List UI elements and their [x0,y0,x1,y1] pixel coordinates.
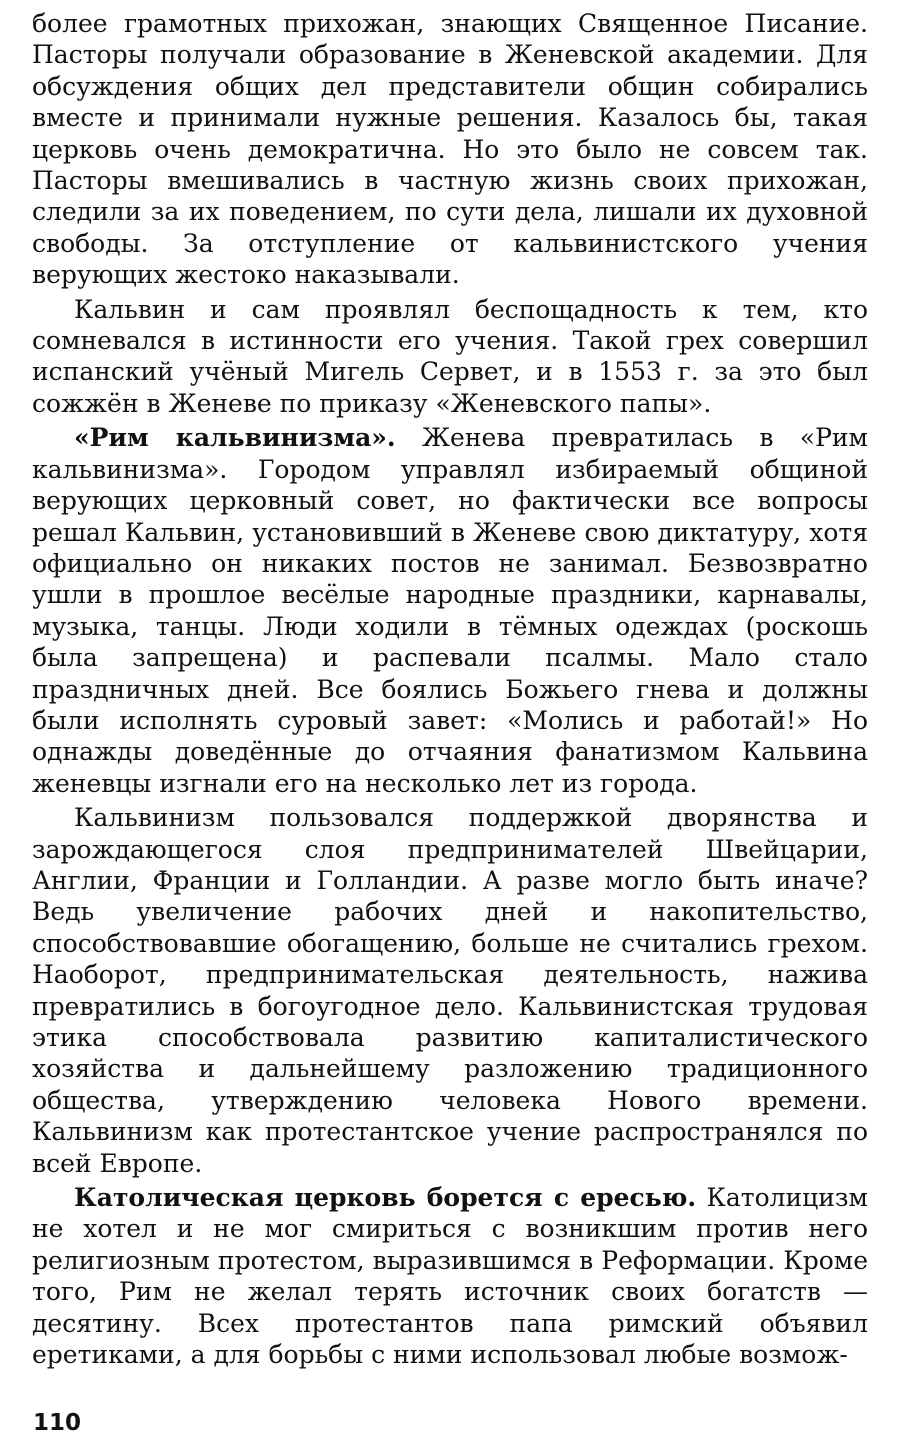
paragraph-4 [32,802,868,1179]
page-number: 110 [33,1410,82,1436]
paragraph-4-text: Кальвинизм пользовался поддержкой дворянства и зарождающегося слоя предпринимателей Швейцарии, Англии, Франции и Голландии. А разве могло быть иначе? Ведь увеличение рабочих дней и накопительство, способствовавшие обогащению, больше не считались грехом. Наоборот, предпринимательская деятельность, нажива превратились в богоугодное дело. Кальвинистская трудовая этика способствовала развитию капиталистического хозяйства и дальнейшему разложению традиционного общества, утверждению человека Нового времени. Кальвинизм как протестантское учение распространялся по всей Европе. [32,803,868,1178]
paragraph-3 [32,422,868,799]
page-text [32,8,868,1373]
section-heading-rome-calvinism: «Рим кальвинизма». [74,423,396,453]
paragraph-1-text: более грамотных прихожан, знающих Священное Писание. Пасторы получали образование в Женевской академии. Для обсуждения общих дел представители общин собирались вместе и принимали нужные решения. Казалось бы, такая церковь очень демократична. Но это было не совсем так. Пасторы вмешивались в частную жизнь своих прихожан, следили за их поведением, по сути дела, лишали их духовной свободы. За отступление от кальвинистского учения верующих жестоко наказывали. [32,9,868,290]
paragraph-1 [32,8,868,291]
paragraph-5 [32,1182,868,1370]
paragraph-5-text: Католицизм не хотел и не мог смириться с возникшим против него религиозным протестом, выразившимся в Реформации. Кроме того, Рим не желал терять источник своих богатств — десятину. Всех протестантов папа римский объявил еретиками, а для борьбы с ними использовал любые возмож- [32,1183,868,1370]
paragraph-2-text: Кальвин и сам проявлял беспощадность к тем, кто сомневался в истинности его учения. Такой грех совершил испанский учёный Мигель Сервет, и в 1553 г. за это был сожжён в Женеве по приказу «Женевского папы». [32,294,868,418]
section-heading-catholic-church: Католическая церковь борется с ересью. [74,1183,697,1213]
paragraph-3-text: Женева превратилась в «Рим кальвинизма». Городом управлял избираемый общиной верующих церковный совет, но фактически все вопросы решал Кальвин, установивший в Женеве свою диктатуру, хотя официально он никаких постов не занимал. Безвозвратно ушли в прошлое весёлые народные праздники, карнавалы, музыка, танцы. Люди ходили в тёмных одеждах (роскошь была запрещена) и распевали псалмы. Мало стало праздничных дней. Все боялись Божьего гнева и должны были исполнять суровый завет: «Молись и работай!» Но однажды доведённые до отчаяния фанатизмом Кальвина женевцы изгнали его на несколько лет из города. [32,423,869,798]
paragraph-2 [32,294,868,420]
